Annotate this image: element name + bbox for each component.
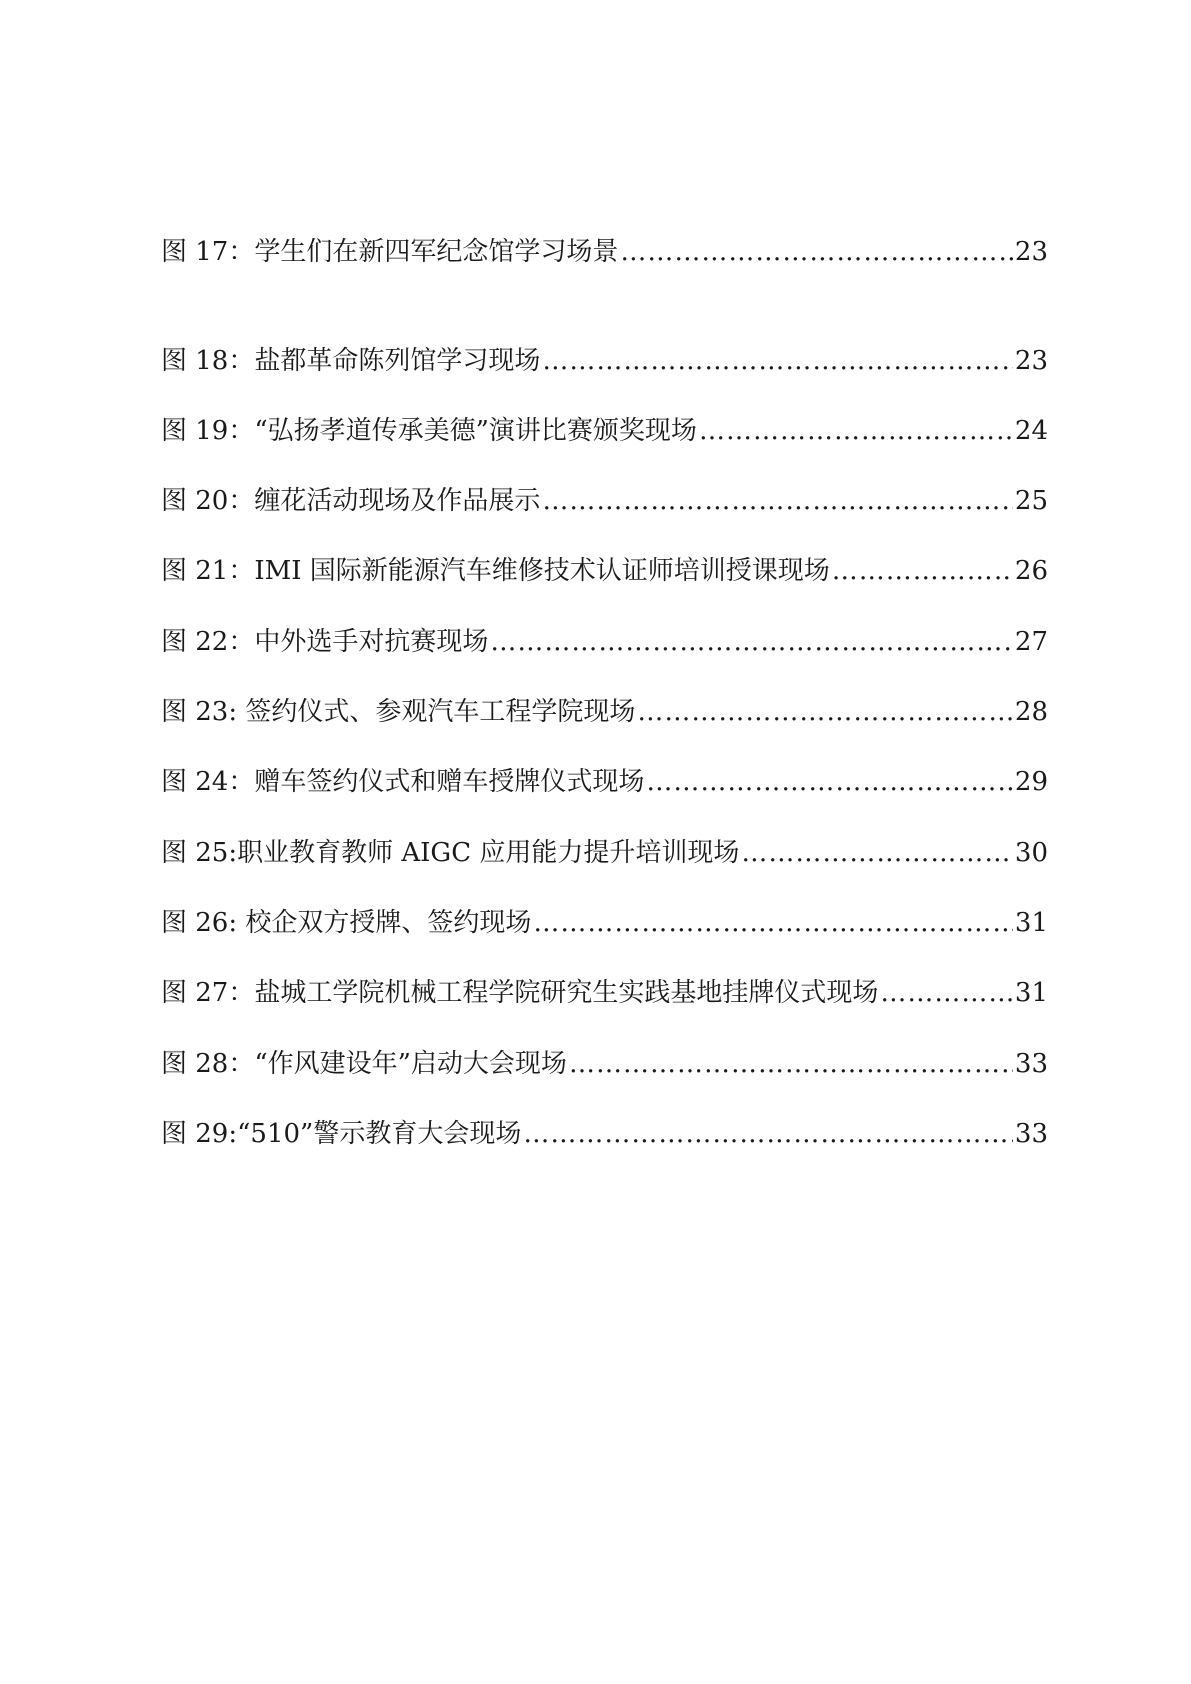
entry-page-number: 30: [1014, 837, 1048, 868]
entry-label: 图 17：学生们在新四军纪念馆学习场景: [161, 237, 619, 267]
dot-leader: [620, 236, 1013, 268]
toc-entry[interactable]: [161, 517, 1048, 587]
dot-leader: [699, 415, 1013, 447]
entry-label: 图 19：“弘扬孝道传承美德”演讲比赛颁奖现场: [161, 415, 697, 446]
entry-label: 图 25:职业教育教师 AIGC 应用能力提升培训现场: [161, 837, 740, 868]
dot-leader: [637, 696, 1013, 728]
entry-page-number: 26: [1014, 556, 1048, 587]
entry-page-number: 31: [1014, 978, 1048, 1009]
entry-page-number: 23: [1014, 345, 1048, 376]
entry-page-number: 24: [1014, 415, 1048, 446]
toc-entry[interactable]: [161, 798, 1048, 868]
entry-label: 图 22：中外选手对抗赛现场: [161, 626, 489, 657]
entry-page-number: 28: [1014, 697, 1048, 728]
entry-page-number: 31: [1014, 907, 1048, 938]
entry-label: 图 20：缠花活动现场及作品展示: [161, 486, 541, 517]
toc-entry[interactable]: [161, 377, 1048, 447]
dot-leader: [533, 907, 1013, 939]
toc-entry[interactable]: [161, 869, 1048, 939]
entry-label: 图 29:“510”警示教育大会现场: [161, 1118, 522, 1149]
dot-leader: [832, 555, 1013, 587]
dot-leader: [490, 626, 1013, 658]
dot-leader: [523, 1118, 1013, 1150]
dot-leader: [741, 837, 1013, 869]
entry-label: 图 27：盐城工学院机械工程学院研究生实践基地挂牌仪式现场: [161, 978, 879, 1009]
entry-page-number: 25: [1014, 486, 1048, 517]
entry-label: 图 28：“作风建设年”启动大会现场: [161, 1048, 567, 1079]
toc-entry[interactable]: [161, 447, 1048, 517]
toc-entry[interactable]: [161, 658, 1048, 728]
dot-leader: [880, 977, 1013, 1009]
toc-entry[interactable]: [161, 939, 1048, 1009]
toc-entry[interactable]: [161, 728, 1048, 798]
toc-entry[interactable]: [161, 306, 1048, 376]
entry-page-number: 33: [1014, 1048, 1048, 1079]
entry-label: 图 23: 签约仪式、参观汽车工程学院现场: [161, 697, 636, 728]
dot-leader: [646, 766, 1013, 798]
entry-label: 图 21：IMI 国际新能源汽车维修技术认证师培训授课现场: [161, 556, 830, 587]
entry-label: 图 18：盐都革命陈列馆学习现场: [161, 345, 541, 376]
dot-leader: [569, 1048, 1013, 1080]
entry-label: 图 26: 校企双方授牌、签约现场: [161, 907, 532, 938]
entry-page-number: 29: [1014, 767, 1048, 798]
toc-entry[interactable]: [161, 1080, 1048, 1150]
toc-entry[interactable]: [161, 1009, 1048, 1079]
entry-page-number: 23: [1014, 237, 1048, 267]
dot-leader: [542, 345, 1013, 377]
dot-leader: [542, 485, 1013, 517]
entry-page-number: 27: [1014, 626, 1048, 657]
toc-entry[interactable]: [161, 236, 1048, 268]
entry-label: 图 24：赠车签约仪式和赠车授牌仪式现场: [161, 767, 645, 798]
figure-list: [161, 236, 1048, 1150]
toc-entry[interactable]: [161, 587, 1048, 657]
entry-page-number: 33: [1014, 1118, 1048, 1149]
